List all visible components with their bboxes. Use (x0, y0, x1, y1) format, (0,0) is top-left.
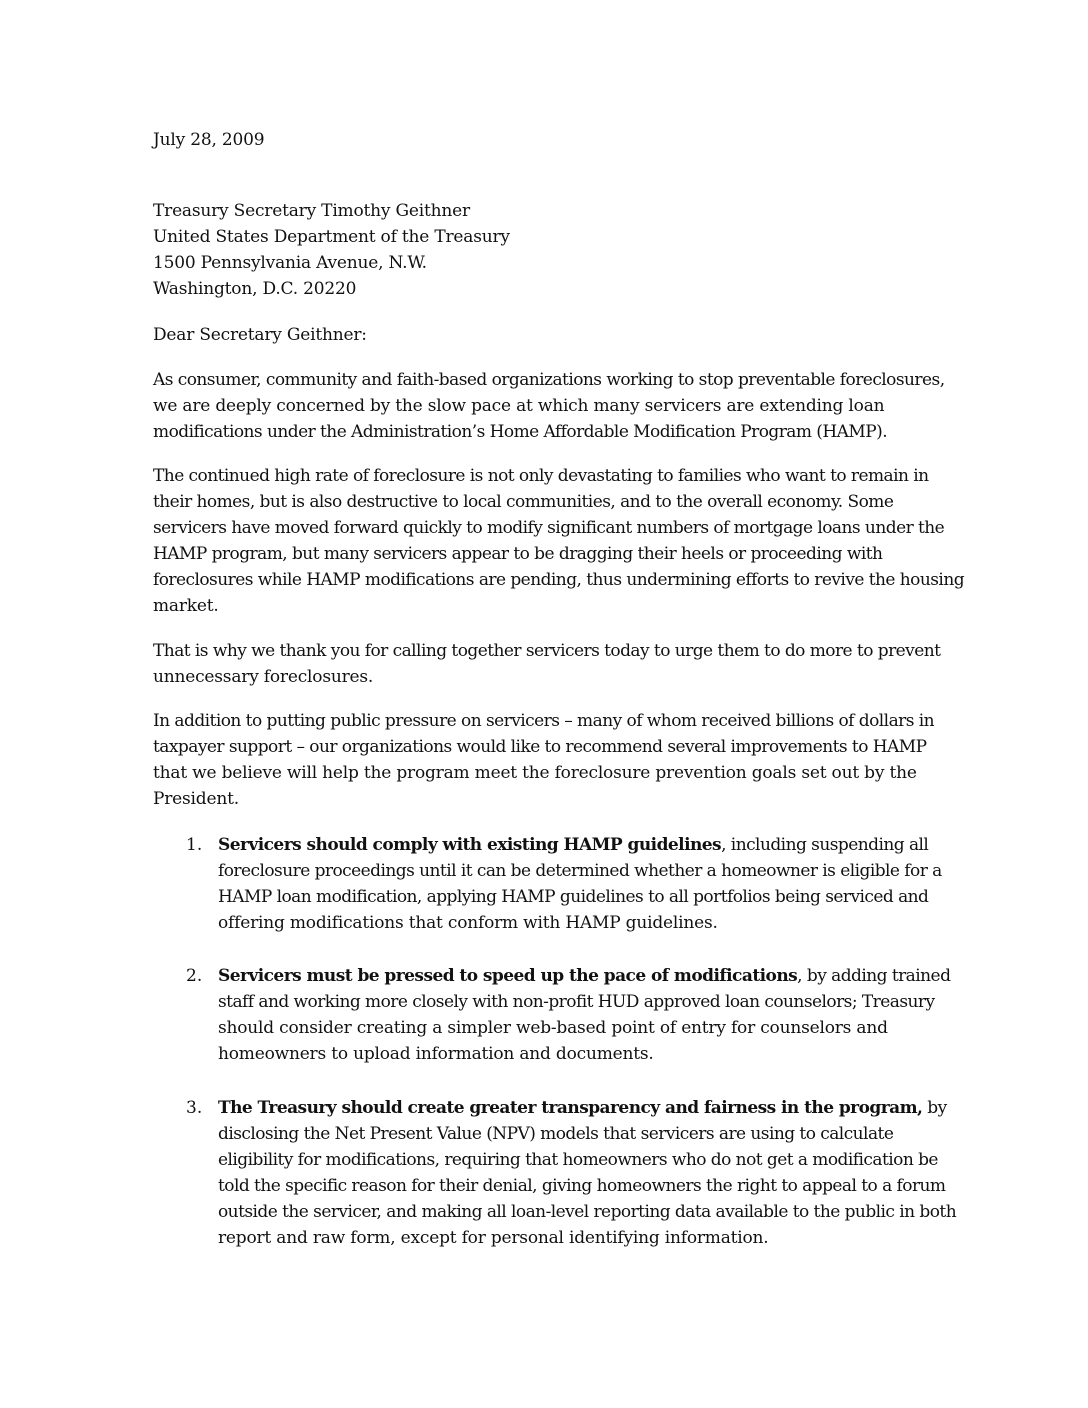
paragraph-line: we are deeply concerned by the slow pace at which many servicers are extending loan (153, 396, 885, 416)
salutation: Dear Secretary Geithner: (153, 325, 367, 345)
list-item-line: offering modifications that conform with HAMP guidelines. (218, 913, 718, 933)
list-item-line: report and raw form, except for personal identifying information. (218, 1228, 769, 1248)
letter-date: July 28, 2009 (153, 130, 265, 150)
list-item-line: foreclosure proceedings until it can be determined whether a homeowner is eligible for a (218, 861, 942, 881)
paragraph-line: foreclosures while HAMP modifications are pending, thus undermining efforts to revive the housing (153, 570, 965, 590)
list-item-line (218, 1095, 947, 1121)
list-item-line: HAMP loan modification, applying HAMP guidelines to all portfolios being serviced and (218, 887, 929, 907)
list-item-line: eligibility for modifications, requiring that homeowners who do not get a modification be (218, 1150, 938, 1170)
list-item-line: told the specific reason for their denial, giving homeowners the right to appeal to a forum (218, 1176, 946, 1196)
address-line: United States Department of the Treasury (153, 227, 510, 247)
paragraph-line: In addition to putting public pressure on servicers – many of whom received billions of dollars in (153, 711, 935, 731)
list-item-text: by (922, 1098, 947, 1118)
paragraph-line: taxpayer support – our organizations would like to recommend several improvements to HAMP (153, 737, 927, 757)
address-line: 1500 Pennsylvania Avenue, N.W. (153, 253, 427, 273)
list-item-line: should consider creating a simpler web-based point of entry for counselors and (218, 1018, 888, 1038)
address-line: Treasury Secretary Timothy Geithner (153, 201, 470, 221)
list-item-line: outside the servicer, and making all loan-level reporting data available to the public in both (218, 1202, 957, 1222)
list-item-line (218, 963, 950, 989)
paragraph-line: As consumer, community and faith-based organizations working to stop preventable foreclosures, (153, 370, 945, 390)
list-item-text: , by adding trained (797, 966, 951, 986)
list-number: 2. (186, 966, 203, 986)
list-number: 1. (186, 835, 203, 855)
paragraph-line: HAMP program, but many servicers appear to be dragging their heels or proceeding with (153, 544, 883, 564)
paragraph-line: That is why we thank you for calling together servicers today to urge them to do more to prevent (153, 641, 941, 661)
list-number: 3. (186, 1098, 203, 1118)
list-item-line (218, 832, 928, 858)
list-item-heading: Servicers must be pressed to speed up the pace of modifications (218, 966, 798, 986)
list-item-line: disclosing the Net Present Value (NPV) models that servicers are using to calculate (218, 1124, 894, 1144)
paragraph-line: that we believe will help the program meet the foreclosure prevention goals set out by the (153, 763, 917, 783)
list-item-line: homeowners to upload information and documents. (218, 1044, 654, 1064)
list-item-text: , including suspending all (721, 835, 929, 855)
list-item-heading: The Treasury should create greater transparency and fairness in the program, (218, 1098, 923, 1118)
address-line: Washington, D.C. 20220 (153, 279, 357, 299)
paragraph-line: The continued high rate of foreclosure is not only devastating to families who want to remain in (153, 466, 929, 486)
paragraph-line: their homes, but is also destructive to local communities, and to the overall economy. Some (153, 492, 894, 512)
paragraph-line: President. (153, 789, 239, 809)
list-item-heading: Servicers should comply with existing HAMP guidelines (218, 835, 722, 855)
list-item-line: staff and working more closely with non-profit HUD approved loan counselors; Treasury (218, 992, 935, 1012)
paragraph-line: market. (153, 596, 219, 616)
paragraph-line: servicers have moved forward quickly to modify significant numbers of mortgage loans under the (153, 518, 945, 538)
paragraph-line: unnecessary foreclosures. (153, 667, 374, 687)
paragraph-line: modifications under the Administration’s Home Affordable Modification Program (HAMP). (153, 422, 888, 442)
